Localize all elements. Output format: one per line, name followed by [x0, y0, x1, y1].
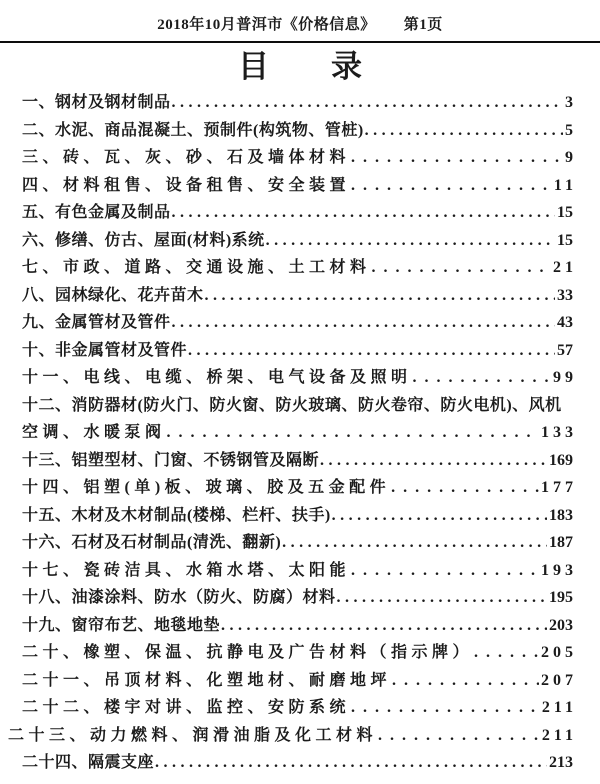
toc-entry-text: 十、非金属管材及管件: [22, 341, 188, 359]
header-rule: [0, 41, 600, 43]
toc-entry-page: 43: [557, 314, 573, 331]
dot-leader: [221, 612, 547, 640]
toc-entry: [22, 172, 577, 200]
dot-leader: [205, 282, 555, 310]
toc-entry-page: 187: [549, 534, 573, 551]
dot-leader: [392, 667, 539, 695]
toc-entry-text: 三、砖、瓦、灰、砂、石及墙体材料: [22, 149, 351, 166]
toc-entry-page: 15: [557, 204, 573, 221]
toc-entry-text: 十四、铝塑(单)板、玻璃、胶及五金配件: [22, 479, 391, 496]
dot-leader: [351, 694, 540, 722]
toc-entry: [22, 419, 577, 447]
toc-entry-page: 211: [541, 726, 577, 744]
toc-entry-text: 空调、水暖泵阀: [22, 424, 166, 441]
dot-leader: [172, 309, 555, 337]
toc-entry-text: 十六、石材及石材制品(清洗、翻新): [22, 534, 282, 551]
toc-entry-text: 六、修缮、仿古、屋面(材料)系统: [22, 231, 265, 249]
toc-entry-page: 57: [557, 341, 573, 359]
toc-entry-text: 九、金属管材及管件: [22, 314, 171, 331]
dot-leader: [474, 639, 539, 667]
toc-entry-page: 203: [549, 616, 573, 634]
toc-entry: [22, 502, 573, 530]
toc-entry-text: 十七、瓷砖洁具、水箱水塔、太阳能: [22, 561, 351, 579]
toc-entry: [22, 199, 573, 227]
dot-leader: [378, 722, 540, 750]
toc-entry-page: 99: [553, 369, 577, 386]
running-header: [0, 0, 600, 34]
toc-entry: [22, 474, 577, 502]
toc-entry: [22, 364, 577, 392]
toc-entry-page: 177: [541, 479, 577, 496]
toc-entry-page: 183: [549, 506, 573, 524]
dot-leader: [266, 227, 555, 255]
dot-leader: [351, 144, 563, 172]
toc-entry-page: 195: [549, 589, 573, 606]
dot-leader: [172, 89, 563, 117]
dot-leader: [365, 117, 563, 145]
toc-entry: [22, 254, 577, 282]
toc-entry: [22, 667, 577, 695]
toc-entry-text: 七、市政、道路、交通设施、土工材料: [22, 259, 371, 276]
toc-entry-page: 169: [549, 451, 573, 469]
toc-entry-page: 133: [541, 424, 577, 441]
toc-title: 目录: [238, 49, 424, 84]
dot-leader: [320, 447, 547, 475]
dot-leader: [282, 529, 547, 557]
toc-list: [0, 89, 600, 777]
toc-entry-text: 五、有色金属及制品: [22, 204, 171, 221]
toc-entry-text: 十八、油漆涂料、防水（防火、防腐）材料: [22, 589, 336, 606]
toc-entry: [22, 612, 573, 640]
toc-entry-text: 二十一、吊顶材料、化塑地材、耐磨地坪: [22, 671, 392, 689]
toc-entry-text: 十三、铝塑型材、门窗、不锈钢管及隔断: [22, 451, 320, 469]
toc-entry-text: 二、水泥、商品混凝土、预制件(构筑物、管桩): [22, 121, 364, 139]
toc-entry-page: 211: [541, 699, 577, 716]
toc-entry: [8, 722, 577, 750]
toc-entry-text: 二十四、隔震支座: [22, 754, 155, 771]
toc-entry-page: 3: [565, 94, 573, 111]
toc-entry-page: 21: [553, 259, 577, 276]
toc-entry-page: 33: [557, 286, 573, 304]
toc-entry: [22, 557, 577, 585]
toc-entry-page: 213: [549, 754, 573, 771]
toc-entry-text: 一、钢材及钢材制品: [22, 94, 171, 111]
toc-entry-text: 二十三、动力燃料、润滑油脂及化工材料: [8, 726, 378, 744]
toc-entry-text: 十一、电线、电缆、桥架、电气设备及照明: [22, 369, 412, 386]
toc-entry-page: 5: [565, 121, 573, 139]
toc-entry: [22, 117, 573, 145]
dot-leader: [351, 172, 552, 200]
toc-entry-text: 八、园林绿化、花卉苗木: [22, 286, 204, 304]
toc-entry: [22, 392, 573, 420]
toc-entry-page: 205: [541, 644, 577, 661]
dot-leader: [155, 749, 547, 777]
toc-entry: [22, 309, 573, 337]
dot-leader: [351, 557, 539, 585]
toc-entry-page: 15: [557, 231, 573, 249]
toc-entry: [22, 282, 573, 310]
toc-entry: [22, 337, 573, 365]
toc-entry-page: 207: [541, 671, 577, 689]
dot-leader: [337, 584, 547, 612]
toc-entry: [22, 447, 573, 475]
toc-entry-text: 四、材料租售、设备租售、安全装置: [22, 176, 351, 194]
toc-entry: [22, 529, 573, 557]
publication-title: 2018年10月普洱市《价格信息》: [157, 17, 376, 33]
dot-leader: [413, 364, 551, 392]
dot-leader: [172, 199, 555, 227]
toc-entry: [22, 584, 573, 612]
toc-entry-page: 193: [541, 561, 577, 579]
toc-entry-text: 二十二、楼宇对讲、监控、安防系统: [22, 699, 351, 716]
dot-leader: [167, 419, 539, 447]
toc-entry: [22, 694, 577, 722]
toc-entry: [22, 639, 577, 667]
toc-entry: [22, 89, 573, 117]
dot-leader: [188, 337, 555, 365]
toc-entry: [22, 749, 573, 777]
toc-entry: [22, 144, 577, 172]
dot-leader: [332, 502, 547, 530]
toc-entry-text: 十五、木材及木材制品(楼梯、栏杆、扶手): [22, 506, 331, 524]
toc-entry-text: 十二、消防器材(防火门、防火窗、防火玻璃、防火卷帘、防火电机)、风机: [22, 396, 562, 414]
page-number-label: 第1页: [403, 17, 443, 33]
toc-entry-page: 11: [553, 176, 577, 194]
toc-entry-page: 9: [565, 149, 577, 166]
toc-entry-text: 十九、窗帘布艺、地毯地垫: [22, 616, 221, 634]
dot-leader: [372, 254, 551, 282]
toc-entry: [22, 227, 573, 255]
toc-entry-text: 二十、橡塑、保温、抗静电及广告材料（指示牌）: [22, 644, 474, 661]
dot-leader: [391, 474, 539, 502]
